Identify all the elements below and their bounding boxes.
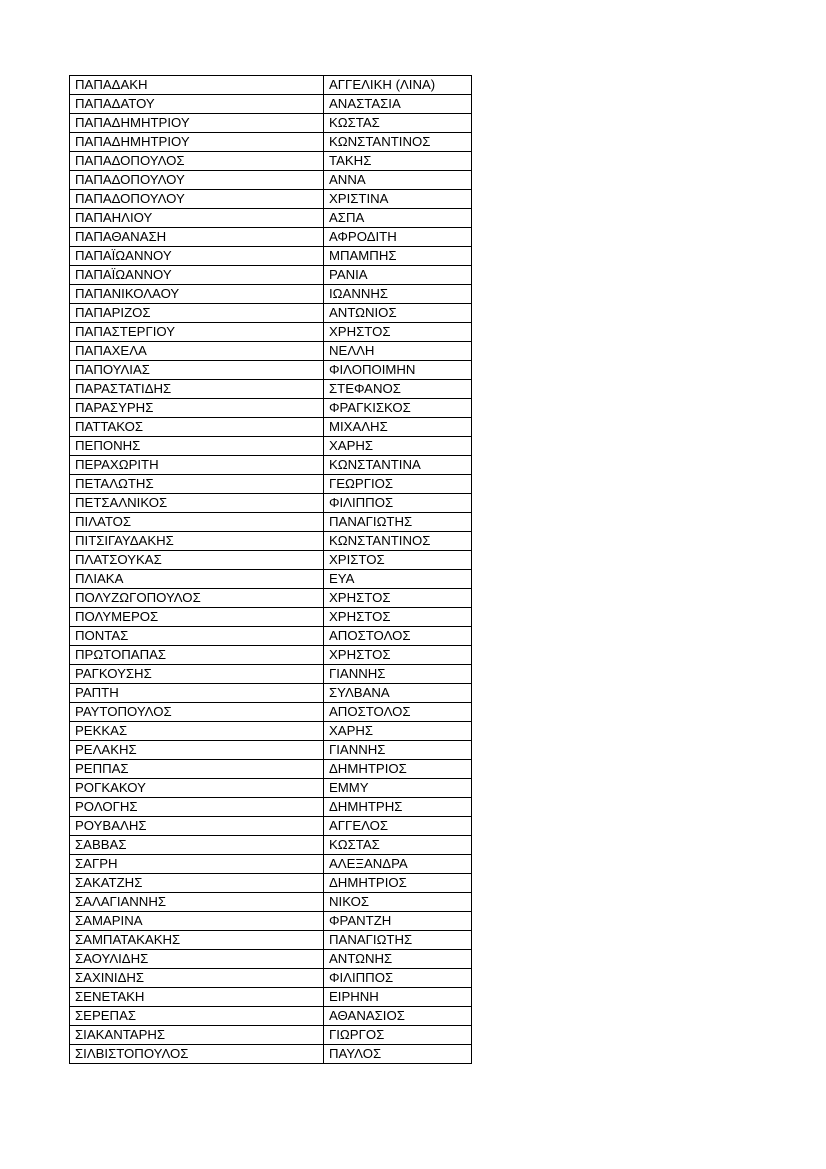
surname-cell: ΡΕΛΑΚΗΣ	[70, 741, 324, 760]
given-name-cell: ΧΡΗΣΤΟΣ	[324, 646, 472, 665]
given-name-cell: ΕΜΜΥ	[324, 779, 472, 798]
surname-cell: ΠΕΤΑΛΩΤΗΣ	[70, 475, 324, 494]
given-name-cell: ΝΕΛΛΗ	[324, 342, 472, 361]
table-row	[70, 494, 472, 513]
table-row	[70, 608, 472, 627]
surname-cell: ΠΑΤΤΑΚΟΣ	[70, 418, 324, 437]
table-row	[70, 969, 472, 988]
table-row	[70, 912, 472, 931]
given-name-cell: ΙΩΑΝΝΗΣ	[324, 285, 472, 304]
given-name-cell: ΧΑΡΗΣ	[324, 722, 472, 741]
surname-cell: ΠΑΠΑΪΩΑΝΝΟΥ	[70, 266, 324, 285]
table-row	[70, 513, 472, 532]
table-row	[70, 380, 472, 399]
given-name-cell: ΤΑΚΗΣ	[324, 152, 472, 171]
table-row	[70, 228, 472, 247]
surname-cell: ΣΑΛΑΓΙΑΝΝΗΣ	[70, 893, 324, 912]
given-name-cell: ΓΙΩΡΓΟΣ	[324, 1026, 472, 1045]
surname-cell: ΣΑΟΥΛΙΔΗΣ	[70, 950, 324, 969]
table-row	[70, 437, 472, 456]
surname-cell: ΡΟΓΚΑΚΟΥ	[70, 779, 324, 798]
table-row	[70, 475, 472, 494]
given-name-cell: ΚΩΣΤΑΣ	[324, 114, 472, 133]
table-row	[70, 855, 472, 874]
table-row	[70, 418, 472, 437]
given-name-cell: ΑΝΑΣΤΑΣΙΑ	[324, 95, 472, 114]
surname-cell: ΠΑΠΑΪΩΑΝΝΟΥ	[70, 247, 324, 266]
given-name-cell: ΚΩΝΣΤΑΝΤΙΝΟΣ	[324, 532, 472, 551]
table-row	[70, 171, 472, 190]
table-row	[70, 266, 472, 285]
surname-cell: ΣΑΜΠΑΤΑΚΑΚΗΣ	[70, 931, 324, 950]
surname-cell: ΠΑΠΑΘΑΝΑΣΗ	[70, 228, 324, 247]
given-name-cell: ΑΠΟΣΤΟΛΟΣ	[324, 703, 472, 722]
table-row	[70, 133, 472, 152]
table-row	[70, 247, 472, 266]
table-row	[70, 285, 472, 304]
given-name-cell: ΚΩΝΣΤΑΝΤΙΝΟΣ	[324, 133, 472, 152]
given-name-cell: ΣΥΛΒΑΝΑ	[324, 684, 472, 703]
given-name-cell: ΜΙΧΑΛΗΣ	[324, 418, 472, 437]
surname-cell: ΣΙΛΒΙΣΤΟΠΟΥΛΟΣ	[70, 1045, 324, 1064]
surname-cell: ΠΑΠΟΥΛΙΑΣ	[70, 361, 324, 380]
surname-cell: ΠΑΠΑΔΟΠΟΥΛΟΥ	[70, 171, 324, 190]
given-name-cell: ΦΡΑΓΚΙΣΚΟΣ	[324, 399, 472, 418]
table-row	[70, 836, 472, 855]
given-name-cell: ΠΑΝΑΓΙΩΤΗΣ	[324, 513, 472, 532]
table-row	[70, 589, 472, 608]
surname-cell: ΠΟΛΥΜΕΡΟΣ	[70, 608, 324, 627]
given-name-cell: ΡΑΝΙΑ	[324, 266, 472, 285]
surname-cell: ΠΟΛΥΖΩΓΟΠΟΥΛΟΣ	[70, 589, 324, 608]
table-row	[70, 779, 472, 798]
table-row	[70, 570, 472, 589]
surname-cell: ΣΕΝΕΤΑΚΗ	[70, 988, 324, 1007]
surname-cell: ΡΕΠΠΑΣ	[70, 760, 324, 779]
table-row	[70, 627, 472, 646]
surname-cell: ΠΛΙΑΚΑ	[70, 570, 324, 589]
surname-cell: ΠΡΩΤΟΠΑΠΑΣ	[70, 646, 324, 665]
given-name-cell: ΚΩΣΤΑΣ	[324, 836, 472, 855]
given-name-cell: ΑΘΑΝΑΣΙΟΣ	[324, 1007, 472, 1026]
table-row	[70, 665, 472, 684]
surname-cell: ΠΑΠΑΔΗΜΗΤΡΙΟΥ	[70, 133, 324, 152]
surname-cell: ΠΙΤΣΙΓΑΥΔΑΚΗΣ	[70, 532, 324, 551]
table-row	[70, 323, 472, 342]
surname-cell: ΣΑΚΑΤΖΗΣ	[70, 874, 324, 893]
table-row	[70, 399, 472, 418]
table-row	[70, 190, 472, 209]
given-name-cell: ΧΡΙΣΤΙΝΑ	[324, 190, 472, 209]
given-name-cell: ΔΗΜΗΤΡΙΟΣ	[324, 760, 472, 779]
table-row	[70, 798, 472, 817]
given-name-cell: ΕΥΑ	[324, 570, 472, 589]
given-name-cell: ΧΡΗΣΤΟΣ	[324, 608, 472, 627]
surname-cell: ΡΟΥΒΑΛΗΣ	[70, 817, 324, 836]
given-name-cell: ΝΙΚΟΣ	[324, 893, 472, 912]
table-row	[70, 950, 472, 969]
table-row	[70, 456, 472, 475]
table-row	[70, 684, 472, 703]
given-name-cell: ΜΠΑΜΠΗΣ	[324, 247, 472, 266]
surname-cell: ΠΕΤΣΑΛΝΙΚΟΣ	[70, 494, 324, 513]
surname-cell: ΠΑΠΑΝΙΚΟΛΑΟΥ	[70, 285, 324, 304]
surname-cell: ΠΑΠΑΔΗΜΗΤΡΙΟΥ	[70, 114, 324, 133]
names-table-body	[70, 76, 472, 1064]
surname-cell: ΡΑΠΤΗ	[70, 684, 324, 703]
surname-cell: ΠΑΡΑΣΤΑΤΙΔΗΣ	[70, 380, 324, 399]
surname-cell: ΠΑΠΑΗΛΙΟΥ	[70, 209, 324, 228]
given-name-cell: ΔΗΜΗΤΡΗΣ	[324, 798, 472, 817]
table-row	[70, 703, 472, 722]
table-row	[70, 722, 472, 741]
given-name-cell: ΑΦΡΟΔΙΤΗ	[324, 228, 472, 247]
surname-cell: ΠΑΠΑΔΑΤΟΥ	[70, 95, 324, 114]
table-row	[70, 551, 472, 570]
table-row	[70, 741, 472, 760]
table-row	[70, 817, 472, 836]
table-row	[70, 114, 472, 133]
surname-cell: ΣΙΑΚΑΝΤΑΡΗΣ	[70, 1026, 324, 1045]
table-row	[70, 209, 472, 228]
given-name-cell: ΕΙΡΗΝΗ	[324, 988, 472, 1007]
given-name-cell: ΑΝΤΩΝΙΟΣ	[324, 304, 472, 323]
surname-cell: ΡΑΓΚΟΥΣΗΣ	[70, 665, 324, 684]
table-row	[70, 646, 472, 665]
given-name-cell: ΓΙΑΝΝΗΣ	[324, 741, 472, 760]
table-row	[70, 931, 472, 950]
given-name-cell: ΑΠΟΣΤΟΛΟΣ	[324, 627, 472, 646]
given-name-cell: ΧΡΗΣΤΟΣ	[324, 323, 472, 342]
surname-cell: ΣΕΡΕΠΑΣ	[70, 1007, 324, 1026]
table-row	[70, 893, 472, 912]
given-name-cell: ΠΑΥΛΟΣ	[324, 1045, 472, 1064]
given-name-cell: ΑΓΓΕΛΟΣ	[324, 817, 472, 836]
given-name-cell: ΦΙΛΙΠΠΟΣ	[324, 494, 472, 513]
table-row	[70, 342, 472, 361]
names-table	[69, 75, 472, 1064]
table-row	[70, 760, 472, 779]
surname-cell: ΠΑΠΑΧΕΛΑ	[70, 342, 324, 361]
table-row	[70, 361, 472, 380]
table-row	[70, 152, 472, 171]
surname-cell: ΣΑΓΡΗ	[70, 855, 324, 874]
given-name-cell: ΑΓΓΕΛΙΚΗ (ΛΙΝΑ)	[324, 76, 472, 95]
table-row	[70, 1026, 472, 1045]
surname-cell: ΠΟΝΤΑΣ	[70, 627, 324, 646]
table-row	[70, 1007, 472, 1026]
surname-cell: ΣΑΒΒΑΣ	[70, 836, 324, 855]
given-name-cell: ΧΑΡΗΣ	[324, 437, 472, 456]
given-name-cell: ΠΑΝΑΓΙΩΤΗΣ	[324, 931, 472, 950]
surname-cell: ΠΑΠΑΣΤΕΡΓΙΟΥ	[70, 323, 324, 342]
table-row	[70, 988, 472, 1007]
given-name-cell: ΚΩΝΣΤΑΝΤΙΝΑ	[324, 456, 472, 475]
surname-cell: ΠΛΑΤΣΟΥΚΑΣ	[70, 551, 324, 570]
surname-cell: ΡΑΥΤΟΠΟΥΛΟΣ	[70, 703, 324, 722]
surname-cell: ΡΕΚΚΑΣ	[70, 722, 324, 741]
surname-cell: ΠΑΠΑΔΟΠΟΥΛΟΣ	[70, 152, 324, 171]
table-row	[70, 1045, 472, 1064]
given-name-cell: ΦΙΛΟΠΟΙΜΗΝ	[324, 361, 472, 380]
surname-cell: ΡΟΛΟΓΗΣ	[70, 798, 324, 817]
surname-cell: ΣΑΧΙΝΙΔΗΣ	[70, 969, 324, 988]
given-name-cell: ΦΡΑΝΤΖΗ	[324, 912, 472, 931]
surname-cell: ΠΙΛΑΤΟΣ	[70, 513, 324, 532]
surname-cell: ΠΑΠΑΡΙΖΟΣ	[70, 304, 324, 323]
surname-cell: ΠΑΠΑΔΑΚΗ	[70, 76, 324, 95]
surname-cell: ΠΕΠΟΝΗΣ	[70, 437, 324, 456]
given-name-cell: ΧΡΙΣΤΟΣ	[324, 551, 472, 570]
table-row	[70, 532, 472, 551]
given-name-cell: ΑΣΠΑ	[324, 209, 472, 228]
surname-cell: ΠΑΠΑΔΟΠΟΥΛΟΥ	[70, 190, 324, 209]
table-row	[70, 76, 472, 95]
given-name-cell: ΓΕΩΡΓΙΟΣ	[324, 475, 472, 494]
table-row	[70, 874, 472, 893]
given-name-cell: ΑΛΕΞΑΝΔΡΑ	[324, 855, 472, 874]
surname-cell: ΣΑΜΑΡΙΝΑ	[70, 912, 324, 931]
given-name-cell: ΣΤΕΦΑΝΟΣ	[324, 380, 472, 399]
given-name-cell: ΧΡΗΣΤΟΣ	[324, 589, 472, 608]
table-row	[70, 95, 472, 114]
given-name-cell: ΦΙΛΙΠΠΟΣ	[324, 969, 472, 988]
given-name-cell: ΑΝΤΩΝΗΣ	[324, 950, 472, 969]
given-name-cell: ΓΙΑΝΝΗΣ	[324, 665, 472, 684]
table-row	[70, 304, 472, 323]
given-name-cell: ΑΝΝΑ	[324, 171, 472, 190]
given-name-cell: ΔΗΜΗΤΡΙΟΣ	[324, 874, 472, 893]
surname-cell: ΠΑΡΑΣΥΡΗΣ	[70, 399, 324, 418]
surname-cell: ΠΕΡΑΧΩΡΙΤΗ	[70, 456, 324, 475]
